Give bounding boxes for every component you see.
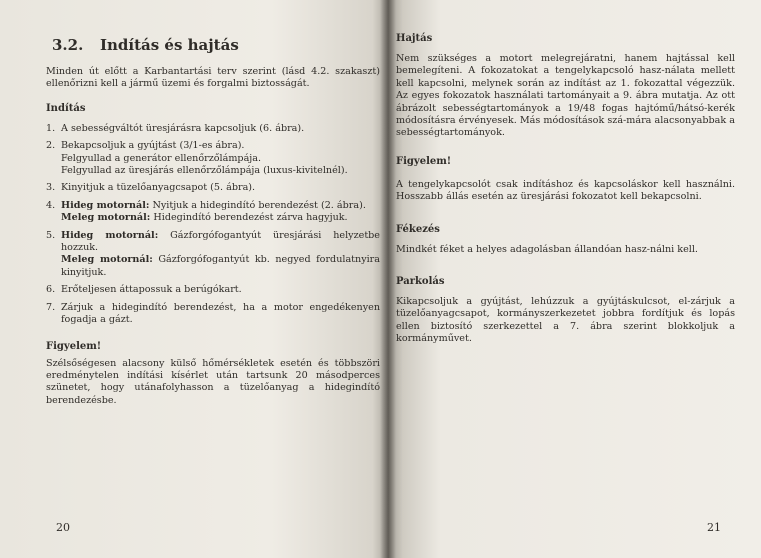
step-text: A sebességváltót üresjárásra kapcsoljuk (6. ábra). [61, 122, 305, 134]
step-item [46, 284, 380, 296]
section-title-parkolas: Parkolás [396, 276, 445, 288]
step-line [61, 284, 380, 296]
step-text: Felgyullad a generátor ellenőrzőlámpája. [61, 152, 262, 164]
step-text: Nyitjuk a hidegindító berendezést (2. ábra). [152, 199, 366, 211]
step-label: Meleg motornál: [61, 254, 153, 266]
warning-text-left: Szélsőségesen alacsony külső hőmérsékletek esetén és többszöri eredménytelen indítási kísérlet után tartsunk 20 másodperces szünetet, hogy utánafolyhasson a tüzelőanyag a hidegindító berendezésbe. [46, 357, 380, 406]
chapter-heading [46, 36, 380, 54]
step-text: Bekapcsoljuk a gyújtást (3/1-es ábra). [61, 140, 245, 152]
intro-paragraph: Minden út előtt a Karbantartási terv szerint (lásd 4.2. szakaszt) ellenőrizni kell a jármű üzemi és forgalmi biztosságát. [46, 66, 380, 90]
step-line [61, 230, 380, 255]
step-text: Zárjuk a hidegindító berendezést, ha a motor engedékenyen fogadja a gázt. [61, 301, 380, 326]
step-line [61, 254, 380, 279]
step-line [61, 182, 380, 194]
step-body [61, 302, 380, 327]
step-item [46, 230, 380, 280]
page-number-right: 21 [707, 521, 721, 534]
step-label: Hideg motornál: [61, 229, 159, 241]
step-number: 6. [46, 284, 56, 296]
step-number: 2. [46, 140, 56, 152]
step-line [61, 302, 380, 327]
page-number-left: 20 [56, 521, 70, 534]
step-item [46, 200, 380, 225]
step-item [46, 123, 380, 135]
braking-paragraph: Mindkét féket a helyes adagolásban állandóan hasz-nálni kell. [396, 243, 698, 255]
step-item [46, 182, 380, 194]
step-text: Gázforgófogantyút kb. negyed fordulatnyira kinyitjuk. [61, 254, 380, 278]
warning-title-right: Figyelem! [396, 155, 452, 167]
step-body [61, 230, 380, 280]
step-item [46, 302, 380, 327]
section-title-inditas: Indítás [46, 102, 86, 114]
drive-paragraph: Nem szükséges a motort melegrejáratni, hanem hajtással kell bemelegíteni. A fokozatokat a tengelykapcsoló hasz-nálata mellett kell kapcsolni, melynek során az indítást az 1. fokozattal végezzük. Az egyes fokozatok használati tartományait a 9. ábra mutatja. Az ott ábrázolt sebességtartományok a 19/48 fogas hajtómű/hátsó-kerék módosításra érvényesek. Más módosítások szá-mára alacsonyabbak a sebességtartományok. [396, 53, 735, 139]
step-text: Felgyullad az üresjárás ellenőrzőlámpája (luxus-kivitelnél). [61, 165, 348, 177]
step-text: Erőteljesen áttapossuk a berúgókart. [61, 284, 242, 296]
section-title-hajtas: Hajtás [396, 33, 433, 44]
step-line [61, 165, 380, 177]
step-line [61, 123, 380, 135]
step-text: Hidegindító berendezést zárva hagyjuk. [153, 212, 348, 224]
warning-title-left: Figyelem! [46, 340, 102, 352]
parking-paragraph: Kikapcsoljuk a gyújtást, lehúzzuk a gyújtáskulcsot, el-zárjuk a tüzelőanyagcsapot, kormányszerkezetet jobbra fordítjuk és lopás ellen biztosító szerkezettel a 7. ábra szerint blokkoljuk a kormányművet. [396, 296, 735, 345]
section-title-fekezes: Fékezés [396, 223, 440, 235]
steps-list [46, 123, 380, 327]
step-line [61, 140, 380, 152]
step-number: 3. [46, 182, 56, 194]
warning-text-right: A tengelykapcsolót csak indításhoz és kapcsoláskor kell használni. Hosszabb állás esetén az üresjárási fokozatot kell bekapcsolni. [396, 178, 735, 203]
step-body [61, 284, 380, 296]
step-line [61, 153, 380, 165]
step-text: Kinyitjuk a tüzelőanyagcsapot (5. ábra). [61, 182, 256, 194]
chapter-title: Indítás és hajtás [100, 36, 239, 54]
chapter-number: 3.2. [52, 36, 84, 54]
step-line [61, 212, 380, 224]
step-body [61, 123, 380, 135]
step-number: 1. [46, 122, 56, 134]
step-body [61, 140, 380, 177]
step-body [61, 200, 380, 225]
step-label: Hideg motornál: [61, 199, 150, 211]
step-number: 4. [46, 199, 56, 211]
step-line [61, 200, 380, 212]
step-label: Meleg motornál: [61, 212, 151, 224]
step-item [46, 140, 380, 177]
step-text: Gázforgófogantyút üresjárási helyzetbe hozzuk. [61, 229, 380, 254]
step-number: 7. [46, 301, 56, 313]
step-body [61, 182, 380, 194]
right-page [388, 0, 761, 558]
book-gutter-shadow [380, 0, 396, 558]
step-number: 5. [46, 229, 56, 241]
